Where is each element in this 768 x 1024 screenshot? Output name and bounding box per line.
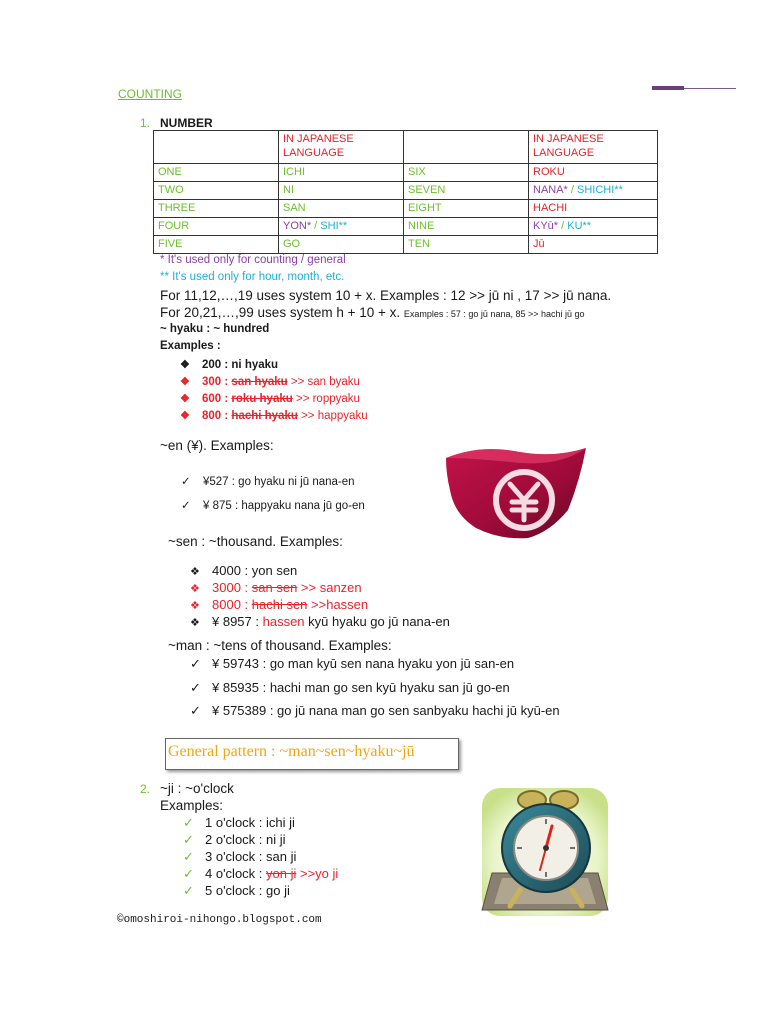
diamond-bullet-icon: ❖ — [180, 376, 190, 388]
table-row: THREE SAN EIGHT HACHI — [154, 200, 658, 218]
note-counting: * It's used only for counting / general — [160, 254, 346, 266]
header-rule-accent — [652, 86, 684, 90]
hyaku-title: ~ hyaku : ~ hundred — [160, 323, 270, 335]
checkmark-icon: ✓ — [183, 883, 194, 898]
general-pattern-text: General pattern : ~man~sen~hyaku~jū — [168, 743, 415, 760]
rule-teens: For 11,12,…,19 uses system 10 + x. Examples : 12 >> jū ni , 17 >> jū nana. — [160, 288, 612, 303]
alarm-clock-icon — [480, 778, 610, 918]
sen-title: ~sen : ~thousand. Examples: — [168, 534, 343, 549]
table-row: TWO NI SEVEN NANA* / SHICHI** — [154, 182, 658, 200]
examples-label: Examples : — [160, 340, 221, 352]
checkmark-icon: ✓ — [183, 815, 194, 830]
list-item: ❖ 4000 : yon sen — [190, 563, 298, 578]
header-right: IN JAPANESE LANGUAGE — [529, 131, 658, 164]
footer-credit: ©omoshiroi-nihongo.blogspot.com — [117, 914, 322, 926]
table-row: FIVE GO TEN Jū — [154, 236, 658, 254]
list-item: ✓ ¥ 875 : happyaku nana jū go-en — [181, 500, 365, 512]
list-item: ✓ 4 o'clock : yon ji >>yo ji — [183, 866, 339, 881]
list-item: ✓ ¥ 575389 : go jū nana man go sen sanbyaku hachi jū kyū-en — [190, 703, 560, 718]
checkmark-icon: ✓ — [181, 500, 191, 512]
list-item: ❖ 8000 : hachi sen >>hassen — [190, 597, 369, 612]
list-item: ✓ 3 o'clock : san ji — [183, 849, 297, 864]
diamond-bullet-icon: ❖ — [190, 600, 200, 612]
table-row: ONE ICHI SIX ROKU — [154, 164, 658, 182]
yen-flag-icon — [440, 440, 590, 540]
section-2-examples-label: Examples: — [160, 798, 224, 813]
list-item: ✓ ¥527 : go hyaku ni jū nana-en — [181, 476, 355, 488]
list-item: ❖ 800 : hachi hyaku >> happyaku — [180, 410, 368, 422]
checkmark-icon: ✓ — [183, 866, 194, 881]
checkmark-icon: ✓ — [181, 476, 191, 488]
section-1-label: NUMBER — [160, 116, 213, 130]
list-item: ✓ ¥ 85935 : hachi man go sen kyū hyaku san jū go-en — [190, 680, 510, 695]
section-1-title — [140, 116, 213, 130]
en-title: ~en (¥). Examples: — [160, 438, 274, 453]
table-header-row — [154, 131, 658, 164]
list-item: ❖ 3000 : san sen >> sanzen — [190, 580, 362, 595]
diamond-bullet-icon: ❖ — [180, 393, 190, 405]
rule-tens: For 20,21,…,99 uses system h + 10 + x. Examples : 57 : go jū nana, 85 >> hachi jū go — [160, 305, 585, 320]
checkmark-icon: ✓ — [190, 703, 201, 718]
checkmark-icon: ✓ — [190, 656, 201, 671]
list-item: ✓ 2 o'clock : ni ji — [183, 832, 286, 847]
section-2-title: 2. ~ji : ~o'clock — [140, 781, 234, 796]
header-left: IN JAPANESE LANGUAGE — [279, 131, 404, 164]
list-item: ❖ 300 : san hyaku >> san byaku — [180, 376, 360, 388]
number-table — [153, 130, 658, 254]
list-item: ❖ ¥ 8957 : hassen kyū hyaku go jū nana-en — [190, 614, 450, 629]
list-item: ❖ 200 : ni hyaku — [180, 359, 279, 371]
diamond-bullet-icon: ❖ — [190, 617, 200, 629]
list-item: ✓ 5 o'clock : go ji — [183, 883, 290, 898]
diamond-bullet-icon: ❖ — [180, 359, 190, 371]
list-item: ✓ ¥ 59743 : go man kyū sen nana hyaku yon jū san-en — [190, 656, 515, 671]
man-title: ~man : ~tens of thousand. Examples: — [168, 638, 392, 653]
list-item: ❖ 600 : roku hyaku >> roppyaku — [180, 393, 360, 405]
checkmark-icon: ✓ — [183, 849, 194, 864]
checkmark-icon: ✓ — [183, 832, 194, 847]
table-row: FOUR YON* / SHI** NINE KYū* / KU** — [154, 218, 658, 236]
diamond-bullet-icon: ❖ — [190, 583, 200, 595]
diamond-bullet-icon: ❖ — [190, 566, 200, 578]
page-heading: COUNTING — [118, 87, 182, 101]
section-1-number: 1. — [140, 116, 151, 130]
checkmark-icon: ✓ — [190, 680, 201, 695]
list-item: ✓ 1 o'clock : ichi ji — [183, 815, 295, 830]
diamond-bullet-icon: ❖ — [180, 410, 190, 422]
note-hour: ** It's used only for hour, month, etc. — [160, 271, 345, 283]
